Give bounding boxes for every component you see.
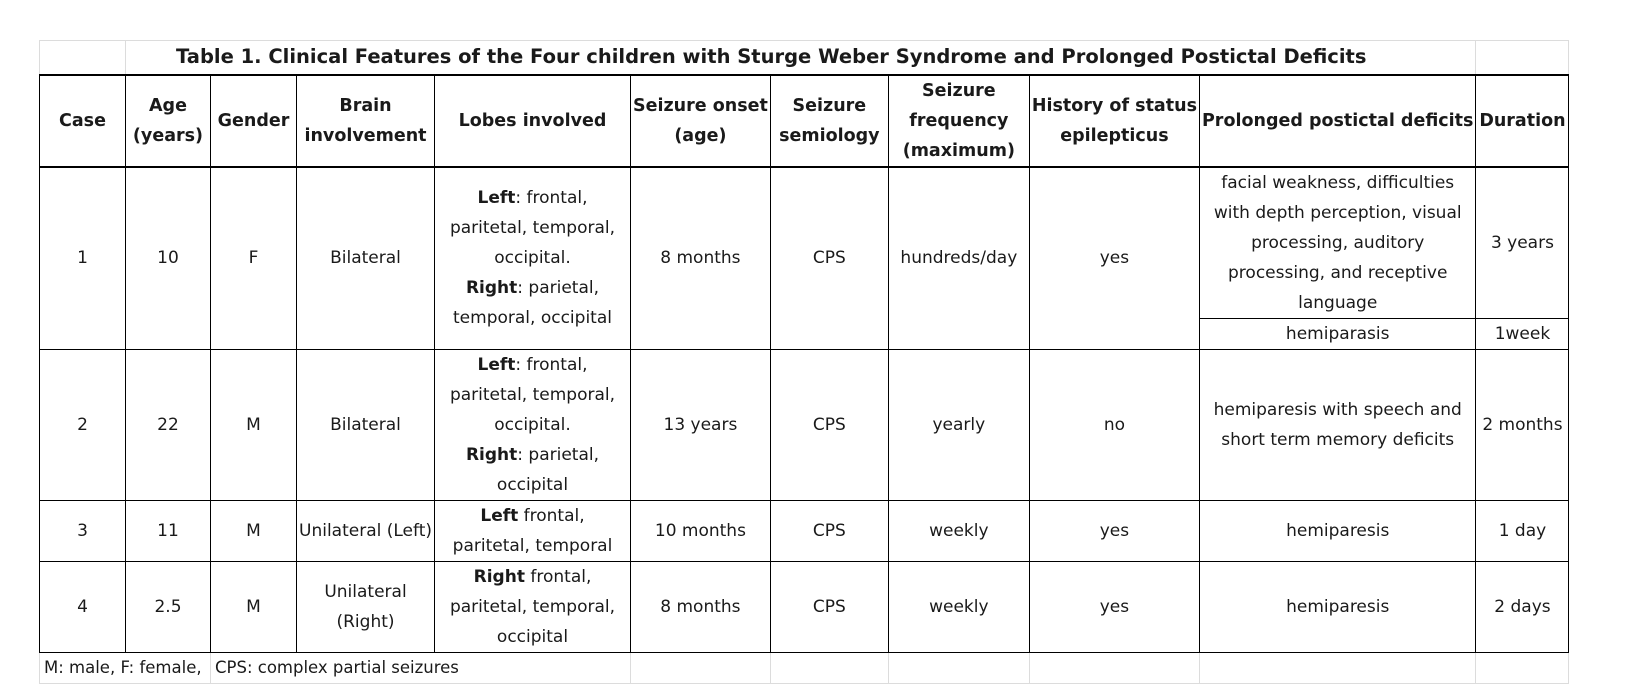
cell-lobes-involved: Left: frontal, paritetal, temporal, occipital. Right: parietal, temporal, occipital [435, 167, 631, 350]
cell-lobes-involved: Left frontal, paritetal, temporal [435, 500, 631, 561]
cell-case: 4 [40, 561, 126, 652]
cell-gender: M [211, 500, 297, 561]
header-brain-involvement: Brain involvement [297, 75, 435, 167]
clinical-features-table [39, 40, 1569, 684]
cell-status-epilepticus: yes [1029, 167, 1199, 350]
cell-status-epilepticus: yes [1029, 500, 1199, 561]
header-seizure-frequency: Seizure frequency (maximum) [888, 75, 1029, 167]
footnote-row [40, 652, 1569, 683]
title-spacer-cell [40, 41, 126, 75]
cell-age: 2.5 [126, 561, 211, 652]
cell-status-epilepticus: yes [1029, 561, 1199, 652]
cell-seizure-frequency: weekly [888, 561, 1029, 652]
cell-seizure-frequency: hundreds/day [888, 167, 1029, 350]
cell-duration: 2 months [1476, 349, 1569, 500]
cell-duration: 1 day [1476, 500, 1569, 561]
cell-postictal-deficits: facial weakness, difficulties with depth perception, visual processing, auditory processing, and receptive language [1199, 167, 1475, 319]
header-case: Case [40, 75, 126, 167]
cell-seizure-onset: 8 months [631, 167, 771, 350]
footnote-abbrev-gender: M: male, F: female, [40, 652, 211, 683]
cell-gender: M [211, 349, 297, 500]
cell-duration: 2 days [1476, 561, 1569, 652]
cell-brain-involvement: Bilateral [297, 349, 435, 500]
cell-postictal-deficits: hemiparesis with speech and short term memory deficits [1199, 349, 1475, 500]
cell-seizure-semiology: CPS [770, 349, 888, 500]
table-title: Table 1. Clinical Features of the Four children with Sturge Weber Syndrome and Prolonged Postictal Deficits [126, 41, 1476, 75]
cell-age: 22 [126, 349, 211, 500]
empty-cell [1199, 652, 1475, 683]
header-gender: Gender [211, 75, 297, 167]
cell-duration: 1week [1476, 318, 1569, 349]
cell-gender: M [211, 561, 297, 652]
cell-seizure-semiology: CPS [770, 561, 888, 652]
cell-case: 2 [40, 349, 126, 500]
table-row [40, 167, 1569, 319]
title-spacer-cell [1476, 41, 1569, 75]
table-row [40, 561, 1569, 652]
empty-cell [1029, 652, 1199, 683]
cell-seizure-onset: 10 months [631, 500, 771, 561]
cell-seizure-semiology: CPS [770, 167, 888, 350]
cell-lobes-involved: Left: frontal, paritetal, temporal, occipital. Right: parietal, occipital [435, 349, 631, 500]
cell-postictal-deficits: hemiparesis [1199, 561, 1475, 652]
cell-case: 1 [40, 167, 126, 350]
cell-duration: 3 years [1476, 167, 1569, 319]
header-status-epilepticus: History of status epilepticus [1029, 75, 1199, 167]
cell-age: 11 [126, 500, 211, 561]
cell-case: 3 [40, 500, 126, 561]
cell-postictal-deficits: hemiparasis [1199, 318, 1475, 349]
cell-seizure-onset: 8 months [631, 561, 771, 652]
footnote-abbrev-cps: CPS: complex partial seizures [211, 652, 631, 683]
cell-age: 10 [126, 167, 211, 350]
cell-seizure-frequency: weekly [888, 500, 1029, 561]
empty-cell [1476, 652, 1569, 683]
cell-brain-involvement: Unilateral (Left) [297, 500, 435, 561]
cell-seizure-frequency: yearly [888, 349, 1029, 500]
cell-seizure-semiology: CPS [770, 500, 888, 561]
header-duration: Duration [1476, 75, 1569, 167]
empty-cell [770, 652, 888, 683]
table-row [40, 500, 1569, 561]
cell-status-epilepticus: no [1029, 349, 1199, 500]
cell-lobes-involved: Right frontal, paritetal, temporal, occipital [435, 561, 631, 652]
header-seizure-onset: Seizure onset (age) [631, 75, 771, 167]
cell-brain-involvement: Bilateral [297, 167, 435, 350]
cell-gender: F [211, 167, 297, 350]
header-age: Age (years) [126, 75, 211, 167]
cell-brain-involvement: Unilateral (Right) [297, 561, 435, 652]
empty-cell [631, 652, 771, 683]
header-postictal-deficits: Prolonged postictal deficits [1199, 75, 1475, 167]
cell-postictal-deficits: hemiparesis [1199, 500, 1475, 561]
header-lobes-involved: Lobes involved [435, 75, 631, 167]
header-seizure-semiology: Seizure semiology [770, 75, 888, 167]
cell-seizure-onset: 13 years [631, 349, 771, 500]
table-row [40, 349, 1569, 500]
empty-cell [888, 652, 1029, 683]
